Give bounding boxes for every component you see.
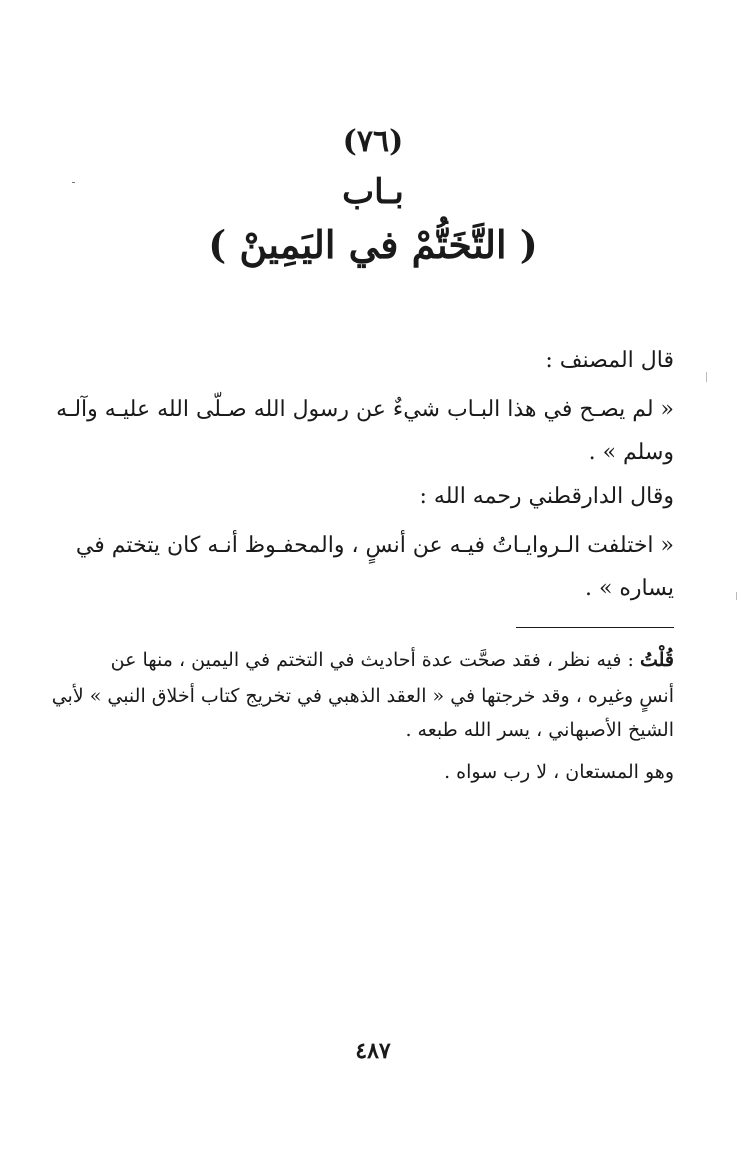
chapter-title: ( التَّخَتُّمْ في اليَمِينْ ) — [208, 222, 538, 267]
body-line-quote-2-end: يساره » . — [584, 576, 674, 601]
footnote-line-3: الشيخ الأصبهاني ، يسر الله طبعه . — [405, 719, 674, 741]
body-line-quote-1-end: وسلم » . — [588, 440, 674, 465]
chapter-heading: بـاب — [342, 172, 404, 212]
chapter-number: (٧٦) — [342, 124, 404, 159]
body-line-author-says: قال المصنف : — [545, 348, 674, 373]
footnote-separator — [516, 627, 674, 628]
footnote-line-4: وهو المستعان ، لا رب سواه . — [444, 761, 674, 783]
body-line-quote-1: « لم يصـح في هذا البـاب شيءٌ عن رسول الله صـلّى الله عليـه وآلـه — [56, 397, 674, 422]
footnote-label: قُلْتُ — [639, 649, 674, 671]
body-line-quote-2: « اختلفت الـروايـاتُ فيـه عن أنسٍ ، والمحفـوظ أنـه كان يتختم في — [75, 533, 674, 558]
scan-speck — [706, 372, 707, 382]
body-line-daraqutni: وقال الدارقطني رحمه الله : — [419, 484, 674, 509]
scan-speck — [72, 182, 75, 183]
footnote-line-2: أنسٍ وغيره ، وقد خرجتها في « العقد الذهبي في تخريج كتاب أخلاق النبي » لأبي — [51, 685, 674, 707]
footnote-line-1 — [110, 649, 674, 671]
scan-speck — [736, 592, 737, 600]
page-number: ٤٨٧ — [355, 1038, 391, 1064]
footnote-line-1-text: : فيه نظر ، فقد صحَّت عدة أحاديث في التختم في اليمين ، منها عن — [110, 649, 634, 671]
